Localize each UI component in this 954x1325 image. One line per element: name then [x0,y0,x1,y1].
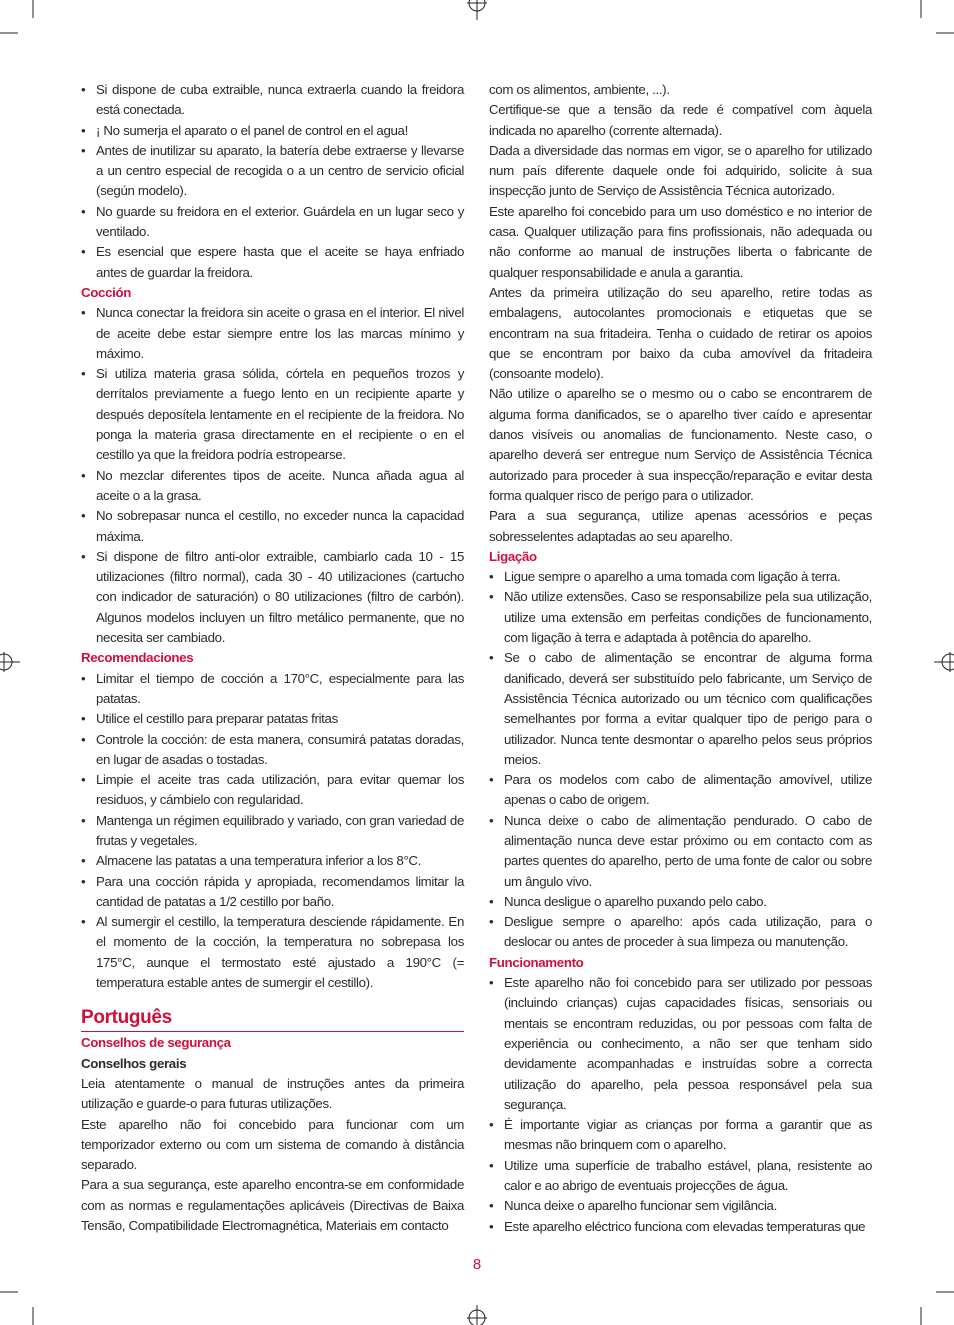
ligacao-bullet-list [489,567,872,953]
list-item: • Nunca conectar la freidora sin aceite o grasa en el interior. El nivel de aceite debe estar siempre entre los las marcas mínimo y máximo. [81,303,464,364]
paragraph: Certifique-se que a tensão da rede é compatível com àquela indicada no aparelho (corrente alternada). [489,102,872,138]
list-item: • Desligue sempre o aparelho: após cada utilização, para o deslocar ou antes de proceder à sua limpeza ou manutenção. [489,912,872,953]
paragraph: Este aparelho não foi concebido para funcionar com um temporizador externo ou com um sistema de comando à distância separado. [81,1116,464,1173]
paragraph: Para a sua segurança, utilize apenas acessórios e peças sobresselentes adaptadas ao seu aparelho. [489,508,872,544]
left-column [81,80,464,1236]
list-item: • No guarde su freidora en el exterior. Guárdela en un lugar seco y ventilado. [81,202,464,243]
list-item: • Es esencial que espere hasta que el aceite se haya enfriado antes de guardar la freidora. [81,242,464,283]
list-item: • Utilize uma superfície de trabalho estável, plana, resistente ao calor e ao abrigo de eventuais projecções de água. [489,1156,872,1197]
list-item: • Não utilize extensões. Caso se responsabilize pela sua utilização, utilize uma extensão em perfeitas condições de funcionamento, com ligação à terra e adaptada à potência do aparelho. [489,587,872,648]
recomendaciones-bullet-list [81,669,464,994]
list-item: • Limitar el tiempo de cocción a 170°C, especialmente para las patatas. [81,669,464,710]
paragraph: Dada a diversidade das normas em vigor, se o aparelho for utilizado num país diferente daquele onde foi adquirido, solicite à sua inspecção junto de Serviço de Assistência Técnica autorizado. [489,142,872,199]
section-heading-recomendaciones: Recomendaciones [81,650,194,666]
section-heading-funcionamento: Funcionamento [489,954,584,970]
list-item: • É importante vigiar as crianças por forma a garantir que as mesmas não brinquem com o aparelho. [489,1115,872,1156]
section-heading-ligacao: Ligação [489,548,537,564]
list-item: • No mezclar diferentes tipos de aceite. Nunca añada agua al aceite o a la grasa. [81,466,464,507]
list-item: • Nunca deixe o cabo de alimentação pendurado. O cabo de alimentação nunca deve estar próximo ou em contacto com as partes quentes do aparelho, perto de uma fonte de calor ou sobre um ângulo vivo. [489,811,872,892]
funcionamento-bullet-list [489,973,872,1237]
list-item: • ¡ No sumerja el aparato o el panel de control en el agua! [81,121,464,141]
list-item: • Limpie el aceite tras cada utilización, para evitar quemar los residuos, y cámbielo con regularidad. [81,770,464,811]
paragraph: Não utilize o aparelho se o mesmo ou o cabo se encontrarem de alguma forma danificados, se o aparelho tiver caído e apresentar danos visíveis ou anomalias de funcionamento. Neste caso, o aparelho deverá ser entregue num Serviço de Assistência Técnica autorizado para proceder à sua inspecção/reparação e evitar desta forma qualquer risco de perigo para o utilizador. [489,386,872,503]
list-item: • Si utiliza materia grasa sólida, córtela en pequeños trozos y derrítalos previamente a fuego lento en un recipiente aparte y después deposítela lentamente en el recipiente de la freidora. No ponga la materia grasa directamente en el recipiente o en el cestillo ya que la freidora podría estropearse. [81,364,464,465]
list-item: • Para os modelos com cabo de alimentação amovível, utilize apenas o cabo de origem. [489,770,872,811]
page-number: 8 [472,1256,482,1273]
right-column [489,80,872,1237]
section-heading-conselhos-seguranca: Conselhos de segurança [81,1035,231,1051]
title-divider [81,1031,464,1032]
list-item: • Al sumergir el cestillo, la temperatura desciende rápidamente. En el momento de la cocción, la temperatura no sobrepasa los 175°C, aunque el termostato esté ajustado a 190°C (= temperatura estable antes de sumergir el cestillo). [81,912,464,993]
list-item: • Mantenga un régimen equilibrado y variado, con gran variedad de frutas y vegetales. [81,811,464,852]
paragraph: Antes da primeira utilização do seu aparelho, retire todas as embalagens, autocolantes promocionais e etiquetas que se encontram na sua fritadeira. Tenha o cuidado de retirar os apoios que se encontram por baixo da cuba amovível da fritadeira (consoante modelo). [489,284,872,382]
list-item: • Antes de inutilizar su aparato, la batería debe extraerse y llevarse a un centro especial de recogida o a un centro de servicio oficial (según modelo). [81,141,464,202]
list-item: • Nunca deixe o aparelho funcionar sem vigilância. [489,1196,872,1216]
list-item: • Si dispone de cuba extraible, nunca extraerla cuando la freidora está conectada. [81,80,464,121]
list-item: • Este aparelho eléctrico funciona com elevadas temperaturas que [489,1217,872,1237]
list-item: • Almacene las patatas a una temperatura inferior a los 8°C. [81,851,464,871]
list-item: • Este aparelho não foi concebido para ser utilizado por pessoas (incluindo crianças) cujas capacidades físicas, sensoriais ou mentais se encontram reduzidas, ou por pessoas com falta de experiência ou conhecimento, a não ser que tenham sido devidamente acompanhadas e instruídas sobre a correcta utilização do aparelho, pela pessoa responsável pela sua segurança. [489,973,872,1115]
coccion-bullet-list [81,303,464,648]
list-item: • No sobrepasar nunca el cestillo, no exceder nunca la capacidad máxima. [81,506,464,547]
paragraph: Leia atentamente o manual de instruções antes da primeira utilização e guarde-o para futuras utilizações. [81,1075,464,1112]
list-item: • Ligue sempre o aparelho a uma tomada com ligação à terra. [489,567,872,587]
list-item: • Si dispone de filtro anti-olor extraible, cambiarlo cada 10 - 15 utilizaciones (filtro normal), cada 30 - 40 utilizaciones (cartucho con indicador de saturación) o 80 utilizaciones (filtro de carbón). Algunos modelos incluyen un filtro metálico permanente, que no necesita ser cambiado. [81,547,464,648]
list-item: • Se o cabo de alimentação se encontrar de alguma forma danificado, deverá ser substituído pelo fabricante, um Serviço de Assistência Técnica autorizado ou um técnico com qualificações semelhantes por forma a evitar qualquer tipo de perigo para o utilizador. Nunca tente desmontar o aparelho pelos seus próprios meios. [489,648,872,770]
language-title-portugues: Português [81,1007,172,1029]
paragraph: Este aparelho foi concebido para um uso doméstico e no interior de casa. Qualquer utilização para fins profissionais, não adequada ou não conforme ao manual de instruções liberta o fabricante de qualquer responsabilidade e anula a garantia. [489,203,872,280]
list-item: • Para una cocción rápida y apropiada, recomendamos limitar la cantidad de patatas a 1/2 cestillo por baño. [81,872,464,913]
list-item: • Nunca desligue o aparelho puxando pelo cabo. [489,892,872,912]
paragraph: com os alimentos, ambiente, ...). [489,82,670,97]
list-item: • Controle la cocción: de esta manera, consumirá patatas doradas, en lugar de asadas o tostadas. [81,730,464,771]
subheading-conselhos-gerais: Conselhos gerais [81,1055,187,1071]
intro-bullet-list [81,80,464,283]
list-item: • Utilice el cestillo para preparar patatas fritas [81,709,464,729]
paragraph: Para a sua segurança, este aparelho encontra-se em conformidade com as normas e regulamentações aplicáveis (Directivas de Baixa Tensão, Compatibilidade Electromagnética, Materiais em contacto [81,1177,464,1234]
section-heading-coccion: Cocción [81,284,132,300]
